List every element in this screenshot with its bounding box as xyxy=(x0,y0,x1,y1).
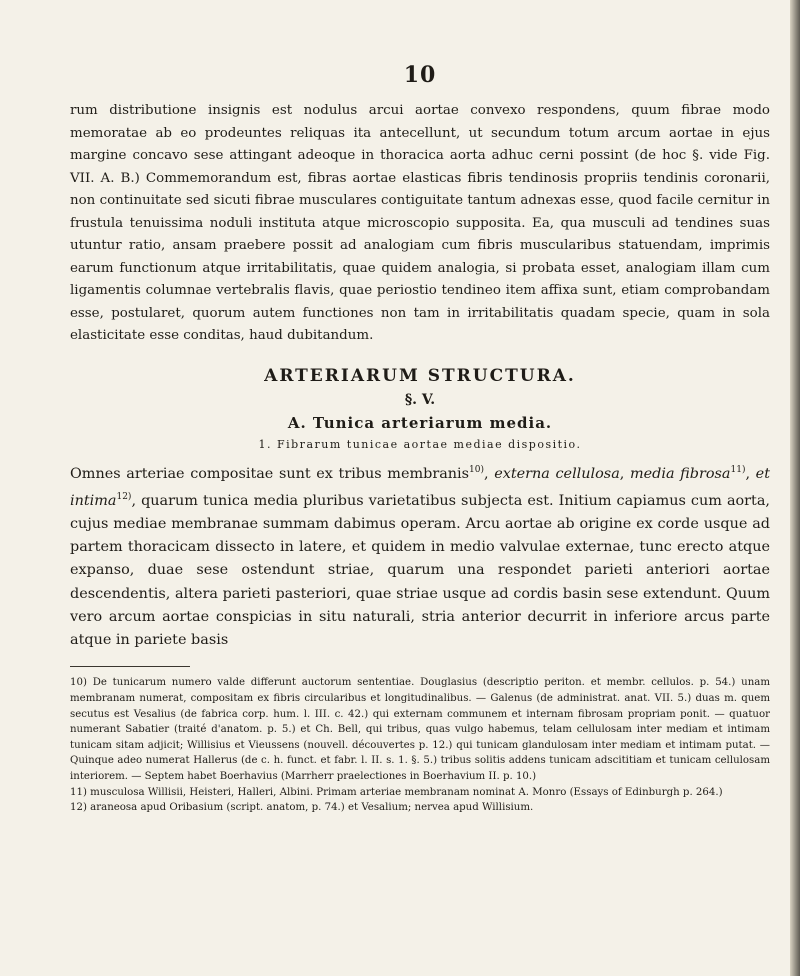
intro-paragraph: rum distributione insignis est nodulus arcui aortae convexo respondens, quum fibrae modo memoratae ab eo prodeuntes reliquas ita antecellunt, ut secundum totum arcum aortae in ejus margine concavo sese attingant adeoque in thoracica aorta adhuc cerni possint (de hoc §. vide Fig. VII. A. B.) Commemorandum est, fibras aortae elasticas fibris tendinosis propriis tendinis coronarii, non continuitate sed sicuti fibrae musculares contiguitate tantum adnexas esse, quod facile cernitur in frustula tenuissima noduli instituta atque microscopio supposita. Ea, qua musculi ad tendines suas utuntur ratio, ansam praebere possit ad analogiam cum fibris muscularibus statuendam, imprimis earum functionum atque irritabilitatis, quae quidem analogia, si probata esset, analogiam illam cum ligamentis columnae vertebralis flavis, quae periostio tendineo item affixa sunt, etiam comprobandam esse, postularet, quorum autem functiones non tam in irritabilitatis quadam specie, quam in sola elasticitate esse conditas, haud dubitandum. xyxy=(70,103,770,343)
footnote-ref-10[interactable]: 10) xyxy=(469,464,484,475)
footnote-10: 10) De tunicarum numero valde differunt auctorum sententiae. Douglasius (descriptio periton. et membr. cellulos. p. 54.) unam membranam numerat, compositam ex fibris circularibus et longitudinalibus. — Galenus (de administrat. anat. VII. 5.) duas m. quem secutus est Vesalius (de fabrica corp. hum. l. III. c. 42.) qui externam communem et internam fibrosam propriam ponit. — quatuor numerant Sabatier (traité d'anatom. p. 5.) et Ch. Bell, qui tribus, quas vulgo habemus, telam cellulosam inter mediam et intimam tunicam sitam adjicit; Willisius et Vieussens (nouvell. découvertes p. 12.) qui tunicam glandulosam inter mediam et intimam putat. — Quinque adeo numerat Hallerus (de c. h. funct. et fabr. l. II. s. 1. §. 5.) tribus solitis addens tunicam adscititiam et tunicam cellulosam interiorem. — Septem habet Boerhavius (Marrherr praelectiones in Boerhavium II. p. 10.) xyxy=(70,677,770,783)
main-text-3: , xyxy=(619,465,630,482)
term-et-intima: et intima xyxy=(70,465,770,509)
main-text-4: , xyxy=(745,465,756,482)
footnote-divider xyxy=(70,666,190,667)
main-text-2: , xyxy=(484,465,495,482)
footnote-ref-11[interactable]: 11) xyxy=(730,464,746,475)
section-title: ARTERIARUM STRUCTURA. xyxy=(264,365,576,386)
section-number: §. V. xyxy=(404,391,436,408)
footnote-11: 11) musculosa Willisii, Heisteri, Halleri, Albini. Primam arteriae membranam nominat A. Monro (Essays of Edinburgh p. 264.) xyxy=(70,786,723,798)
section-subtitle: A. Tunica arteriarum media. xyxy=(287,413,553,432)
page-number: 10 xyxy=(403,62,437,88)
footnote-ref-12[interactable]: 12) xyxy=(116,491,132,502)
main-text-1: Omnes arteriae compositae sunt ex tribus membranis xyxy=(70,465,470,482)
term-media-fibrosa: media fibrosa xyxy=(629,465,731,482)
page-edge-shadow xyxy=(790,0,800,976)
document-page xyxy=(70,56,770,816)
footnote-12: 12) araneosa apud Oribasium (script. anatom, p. 74.) et Vesalium; nervea apud Willisium. xyxy=(70,802,534,814)
main-paragraph xyxy=(70,459,770,653)
term-externa-cellulosa: externa cellulosa xyxy=(494,465,620,482)
main-text-5: , quarum tunica media pluribus varietatibus subjecta est. Initium capiamus cum aorta, cujus mediae membranae summam dabimus operam. Arcu aortae ab origine ex corde usque ad partem thoracicam dissecto in latere, et quidem in medio valvulae externae, tunc erecto atque expanso, duae sese ostendunt striae, quarum una respondet parieti anteriori aortae descendentis, altera parieti pasteriori, quae striae usque ad cordis basin sese extendunt. Quum vero arcum aortae conspicias in situ naturali, stria anterior decurrit in inferiore arcus parte atque in pariete basis xyxy=(70,492,770,649)
section-subsubtitle: 1. Fibrarum tunicae aortae mediae dispositio. xyxy=(258,437,582,451)
